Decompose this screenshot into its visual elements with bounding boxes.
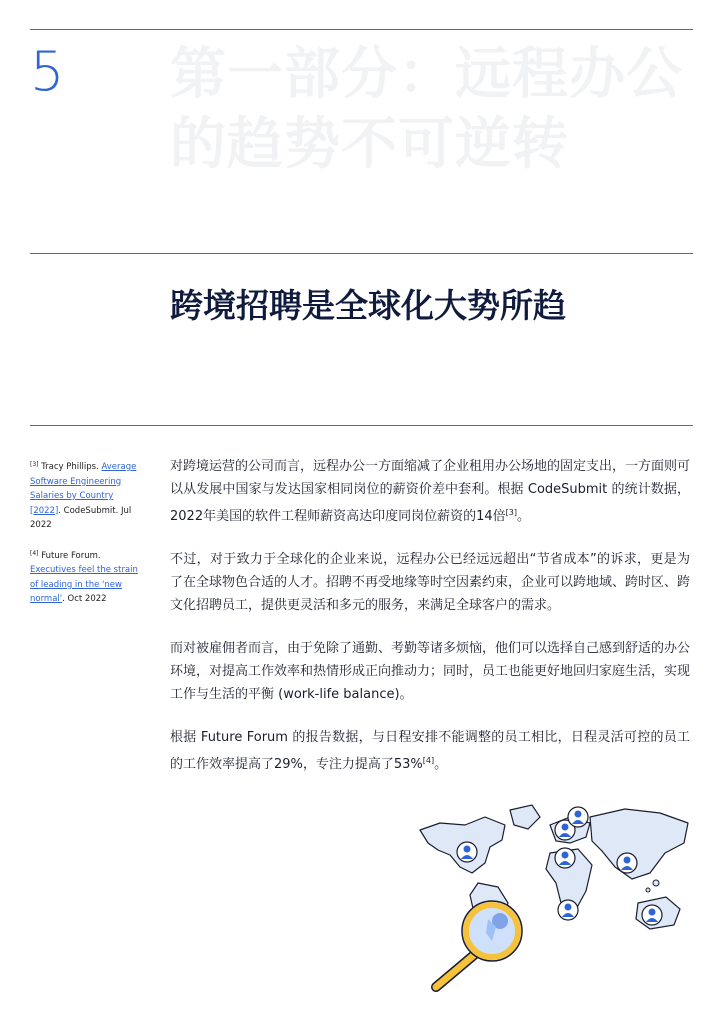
section-rule-top (30, 253, 693, 254)
magnifier-icon (436, 901, 522, 987)
paragraph-tail: 。 (434, 757, 448, 772)
footnote-marker: [4] (30, 549, 39, 557)
paragraph (170, 455, 690, 528)
person-pin-icon (617, 853, 637, 873)
world-map-illustration (410, 795, 700, 995)
part-title-line-2: 的趋势不可逆转 (170, 112, 569, 177)
person-pin-icon (558, 900, 578, 920)
footnote-4 (30, 547, 142, 607)
paragraph-text: 而对被雇佣者而言，由于免除了通勤、考勤等诸多烦恼，他们可以选择自己感到舒适的办公环境，对提高工作效率和热情形成正向推动力；同时，员工也能更好地回归家庭生活，实现工作与生活的平衡 (work-life balance)。 (170, 641, 691, 702)
part-title-line-1: 第一部分：远程办公 (170, 42, 683, 107)
footnote-3 (30, 458, 142, 533)
citation-ref: [4] (422, 756, 435, 765)
top-rule (30, 29, 693, 30)
section-rule-bottom (30, 425, 693, 426)
footnote-link[interactable]: Average Software Engineering Salaries by Country [2022] (30, 462, 137, 516)
continent-greenland (510, 805, 540, 829)
person-pin-icon (555, 848, 575, 868)
footnote-author: Tracy Phillips. (41, 462, 102, 472)
section-title: 跨境招聘是全球化大势所趋 (170, 286, 566, 325)
footnote-link[interactable]: Executives feel the strain of leading in the 'new normal' (30, 565, 138, 604)
part-title (170, 40, 690, 180)
paragraph-text: 根据 Future Forum 的报告数据，与日程安排不能调整的员工相比，日程灵活可控的员工的工作效率提高了29%，专注力提高了53% (170, 730, 690, 772)
paragraph (170, 548, 690, 617)
body-text (170, 455, 690, 796)
paragraph-tail: 。 (516, 509, 530, 524)
person-pin-icon (642, 905, 662, 925)
person-pin-icon (457, 842, 477, 862)
paragraph (170, 726, 690, 776)
footnote-source: . CodeSubmit. Jul 2022 (30, 505, 132, 530)
paragraph-text: 对跨境运营的公司而言，远程办公一方面缩减了企业租用办公场地的固定支出，一方面则可以从发展中国家与发达国家相同岗位的薪资价差中套利。根据 CodeSubmit 的统计数据，2022年美国的软件工程师薪资高达印度同岗位薪资的14倍 (170, 459, 691, 524)
page-number: 5 (30, 40, 65, 103)
citation-ref: [3] (505, 508, 517, 517)
footnotes (30, 458, 142, 621)
person-pin-icon (568, 807, 588, 827)
footnote-marker: [3] (30, 461, 39, 468)
paragraph (170, 637, 690, 706)
paragraph-text: 不过，对于致力于全球化的企业来说，远程办公已经远远超出“节省成本”的诉求，更是为了在全球物色合适的人才。招聘不再受地缘等时空因素约束，企业可以跨地域、跨时区、跨文化招聘员工，提供更灵活和多元的服务，来满足全球客户的需求。 (170, 552, 691, 613)
continent-asia (590, 809, 688, 879)
footnote-source: . Oct 2022 (62, 594, 107, 604)
footnote-author: Future Forum. (41, 550, 101, 561)
